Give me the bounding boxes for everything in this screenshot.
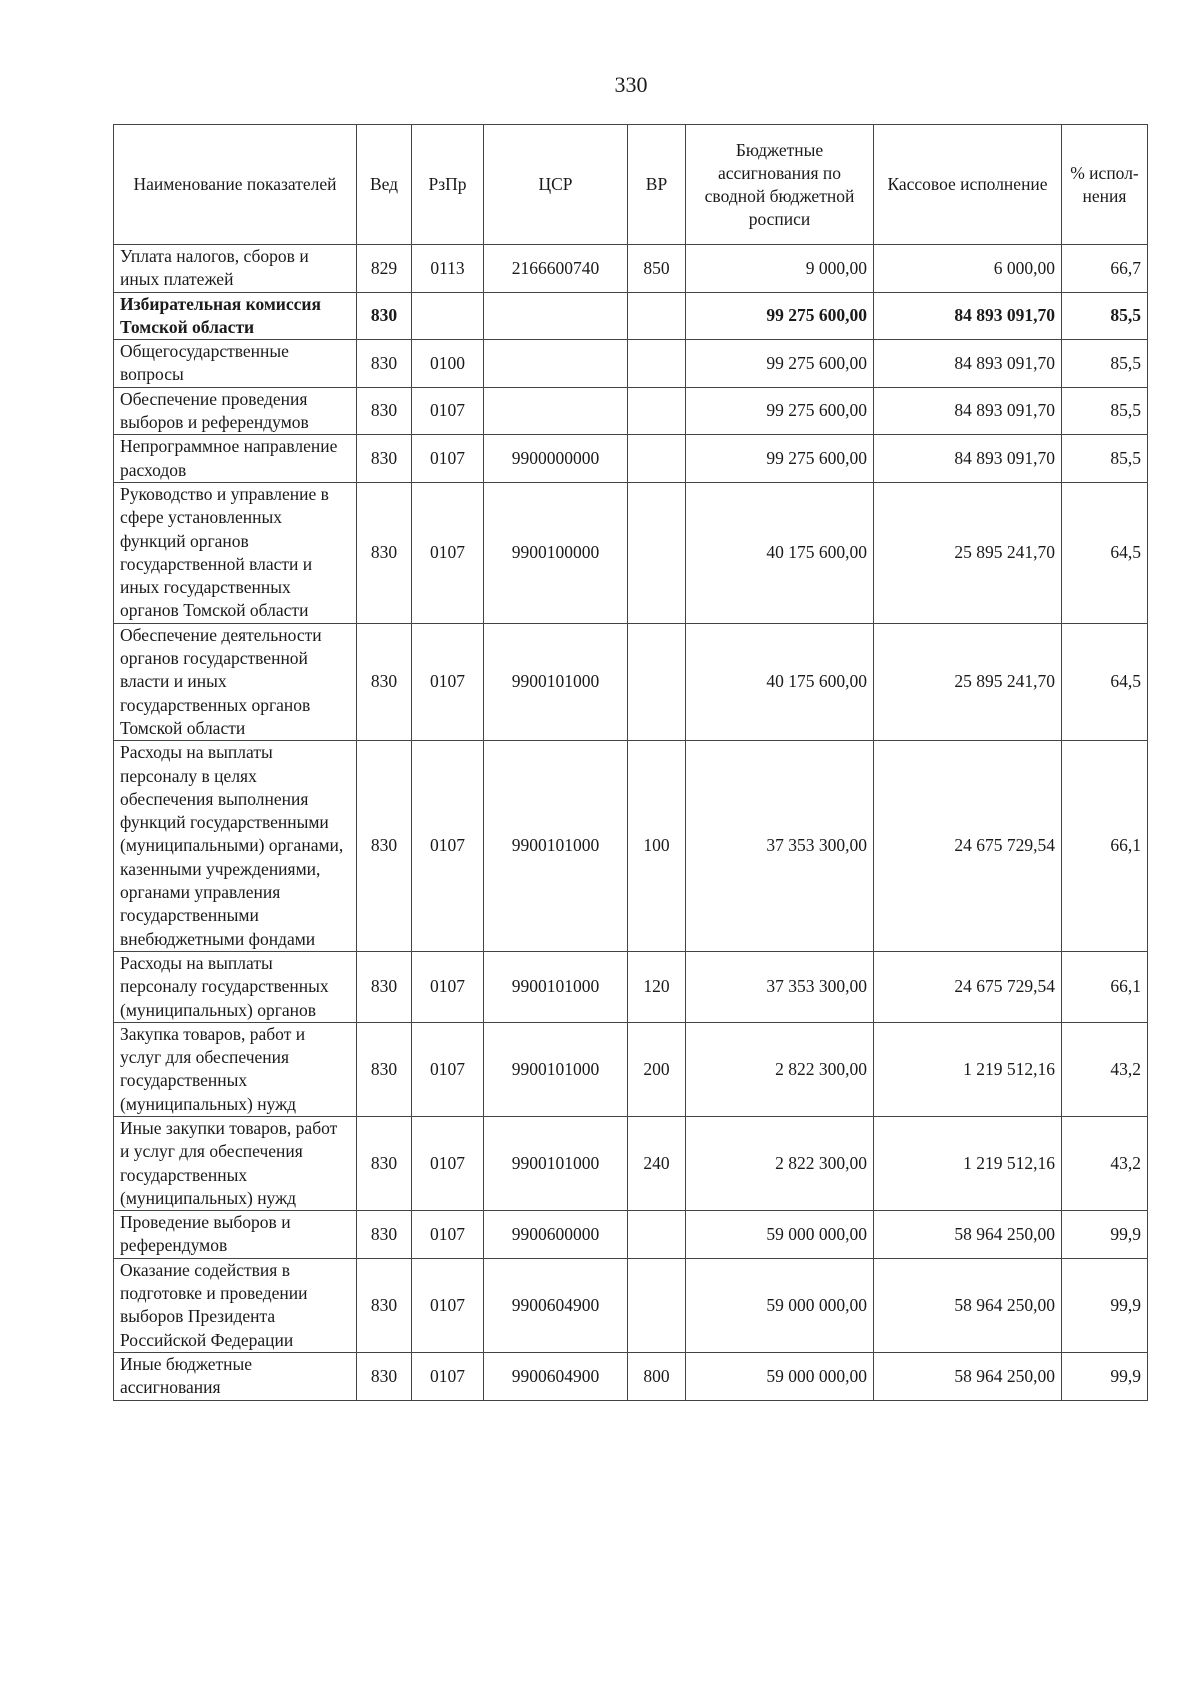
cell-csr: 9900600000 — [484, 1211, 628, 1259]
cell-percent: 64,5 — [1062, 623, 1148, 740]
cell-rzpr: 0107 — [412, 1022, 484, 1116]
header-assigned: Бюджетные ассигнования по сводной бюджетной росписи — [686, 125, 874, 245]
cell-csr: 9900101000 — [484, 1022, 628, 1116]
header-ved: Вед — [357, 125, 412, 245]
cell-ved: 830 — [357, 1022, 412, 1116]
header-csr: ЦСР — [484, 125, 628, 245]
table-row — [114, 245, 1148, 293]
table-row — [114, 1022, 1148, 1116]
cell-ved: 830 — [357, 1352, 412, 1400]
cell-csr: 9900101000 — [484, 741, 628, 952]
cell-assigned: 2 822 300,00 — [686, 1116, 874, 1210]
cell-executed: 58 964 250,00 — [874, 1258, 1062, 1352]
cell-ved: 830 — [357, 951, 412, 1022]
cell-vr — [628, 387, 686, 435]
budget-execution-table — [113, 124, 1148, 1401]
table-row — [114, 482, 1148, 623]
cell-name: Расходы на выплаты персоналу в целях обеспечения выполнения функций государственными (муниципальными) органами, казенными учреждениями, органами управления государственными внебюджетными фондами — [114, 741, 357, 952]
cell-vr: 100 — [628, 741, 686, 952]
cell-assigned: 37 353 300,00 — [686, 741, 874, 952]
cell-rzpr: 0107 — [412, 482, 484, 623]
cell-rzpr — [412, 292, 484, 340]
cell-ved: 830 — [357, 482, 412, 623]
cell-csr — [484, 292, 628, 340]
cell-rzpr: 0113 — [412, 245, 484, 293]
cell-ved: 830 — [357, 340, 412, 388]
cell-percent: 66,1 — [1062, 951, 1148, 1022]
cell-rzpr: 0100 — [412, 340, 484, 388]
cell-vr: 800 — [628, 1352, 686, 1400]
cell-csr — [484, 387, 628, 435]
cell-rzpr: 0107 — [412, 623, 484, 740]
cell-rzpr: 0107 — [412, 1352, 484, 1400]
cell-percent: 66,7 — [1062, 245, 1148, 293]
cell-rzpr: 0107 — [412, 951, 484, 1022]
table-row — [114, 435, 1148, 483]
cell-csr: 9900604900 — [484, 1258, 628, 1352]
cell-vr — [628, 292, 686, 340]
cell-percent: 85,5 — [1062, 387, 1148, 435]
cell-assigned: 2 822 300,00 — [686, 1022, 874, 1116]
cell-rzpr: 0107 — [412, 435, 484, 483]
header-rzpr: РзПр — [412, 125, 484, 245]
table-row — [114, 1211, 1148, 1259]
cell-percent: 43,2 — [1062, 1116, 1148, 1210]
cell-percent: 85,5 — [1062, 340, 1148, 388]
cell-executed: 58 964 250,00 — [874, 1352, 1062, 1400]
table-row — [114, 741, 1148, 952]
table-row — [114, 1258, 1148, 1352]
cell-executed: 6 000,00 — [874, 245, 1062, 293]
cell-percent: 99,9 — [1062, 1211, 1148, 1259]
cell-name: Избирательная комиссия Томской области — [114, 292, 357, 340]
cell-ved: 830 — [357, 623, 412, 740]
header-vr: ВР — [628, 125, 686, 245]
cell-rzpr: 0107 — [412, 741, 484, 952]
cell-assigned: 99 275 600,00 — [686, 387, 874, 435]
table-body — [114, 245, 1148, 1401]
table-row — [114, 387, 1148, 435]
cell-executed: 84 893 091,70 — [874, 340, 1062, 388]
cell-name: Обеспечение деятельности органов государственной власти и иных государственных органов Томской области — [114, 623, 357, 740]
cell-ved: 830 — [357, 435, 412, 483]
cell-percent: 66,1 — [1062, 741, 1148, 952]
cell-assigned: 99 275 600,00 — [686, 340, 874, 388]
header-name: Наименование показателей — [114, 125, 357, 245]
cell-csr: 9900000000 — [484, 435, 628, 483]
cell-vr — [628, 435, 686, 483]
cell-percent: 99,9 — [1062, 1352, 1148, 1400]
cell-executed: 84 893 091,70 — [874, 435, 1062, 483]
cell-csr: 9900604900 — [484, 1352, 628, 1400]
cell-ved: 830 — [357, 741, 412, 952]
table-row — [114, 951, 1148, 1022]
cell-vr: 240 — [628, 1116, 686, 1210]
cell-assigned: 40 175 600,00 — [686, 623, 874, 740]
cell-rzpr: 0107 — [412, 1211, 484, 1259]
cell-assigned: 37 353 300,00 — [686, 951, 874, 1022]
cell-rzpr: 0107 — [412, 387, 484, 435]
cell-executed: 1 219 512,16 — [874, 1022, 1062, 1116]
cell-ved: 830 — [357, 1116, 412, 1210]
cell-name: Проведение выборов и референдумов — [114, 1211, 357, 1259]
cell-executed: 84 893 091,70 — [874, 387, 1062, 435]
cell-vr — [628, 1211, 686, 1259]
cell-ved: 830 — [357, 1258, 412, 1352]
cell-name: Руководство и управление в сфере установленных функций органов государственной власти и иных государственных органов Томской области — [114, 482, 357, 623]
header-executed: Кассовое исполнение — [874, 125, 1062, 245]
header-percent: % испол-нения — [1062, 125, 1148, 245]
cell-ved: 830 — [357, 1211, 412, 1259]
cell-vr: 850 — [628, 245, 686, 293]
cell-csr: 9900100000 — [484, 482, 628, 623]
cell-ved: 830 — [357, 387, 412, 435]
cell-executed: 24 675 729,54 — [874, 741, 1062, 952]
cell-executed: 84 893 091,70 — [874, 292, 1062, 340]
cell-assigned: 99 275 600,00 — [686, 292, 874, 340]
cell-name: Иные бюджетные ассигнования — [114, 1352, 357, 1400]
cell-assigned: 59 000 000,00 — [686, 1352, 874, 1400]
page-number: 330 — [614, 72, 648, 97]
cell-ved: 830 — [357, 292, 412, 340]
cell-percent: 85,5 — [1062, 292, 1148, 340]
cell-vr: 120 — [628, 951, 686, 1022]
cell-name: Расходы на выплаты персоналу государственных (муниципальных) органов — [114, 951, 357, 1022]
cell-executed: 1 219 512,16 — [874, 1116, 1062, 1210]
cell-csr: 2166600740 — [484, 245, 628, 293]
cell-name: Иные закупки товаров, работ и услуг для обеспечения государственных (муниципальных) нужд — [114, 1116, 357, 1210]
cell-assigned: 40 175 600,00 — [686, 482, 874, 623]
cell-csr — [484, 340, 628, 388]
cell-ved: 829 — [357, 245, 412, 293]
table-row — [114, 1352, 1148, 1400]
table-row — [114, 623, 1148, 740]
cell-vr — [628, 1258, 686, 1352]
cell-vr — [628, 482, 686, 623]
cell-percent: 99,9 — [1062, 1258, 1148, 1352]
cell-name: Общегосударственные вопросы — [114, 340, 357, 388]
cell-csr: 9900101000 — [484, 951, 628, 1022]
cell-rzpr: 0107 — [412, 1258, 484, 1352]
cell-executed: 25 895 241,70 — [874, 623, 1062, 740]
header-row — [114, 125, 1148, 245]
cell-percent: 43,2 — [1062, 1022, 1148, 1116]
cell-assigned: 99 275 600,00 — [686, 435, 874, 483]
cell-executed: 24 675 729,54 — [874, 951, 1062, 1022]
cell-name: Непрограммное направление расходов — [114, 435, 357, 483]
cell-name: Уплата налогов, сборов и иных платежей — [114, 245, 357, 293]
cell-name: Закупка товаров, работ и услуг для обеспечения государственных (муниципальных) нужд — [114, 1022, 357, 1116]
cell-rzpr: 0107 — [412, 1116, 484, 1210]
cell-executed: 58 964 250,00 — [874, 1211, 1062, 1259]
cell-assigned: 59 000 000,00 — [686, 1211, 874, 1259]
table-row — [114, 340, 1148, 388]
cell-vr: 200 — [628, 1022, 686, 1116]
cell-assigned: 59 000 000,00 — [686, 1258, 874, 1352]
cell-name: Обеспечение проведения выборов и референдумов — [114, 387, 357, 435]
cell-vr — [628, 340, 686, 388]
cell-vr — [628, 623, 686, 740]
cell-csr: 9900101000 — [484, 1116, 628, 1210]
cell-percent: 64,5 — [1062, 482, 1148, 623]
table-row — [114, 1116, 1148, 1210]
cell-executed: 25 895 241,70 — [874, 482, 1062, 623]
cell-name: Оказание содействия в подготовке и проведении выборов Президента Российской Федерации — [114, 1258, 357, 1352]
table-row — [114, 292, 1148, 340]
cell-csr: 9900101000 — [484, 623, 628, 740]
table-header — [114, 125, 1148, 245]
cell-percent: 85,5 — [1062, 435, 1148, 483]
cell-assigned: 9 000,00 — [686, 245, 874, 293]
